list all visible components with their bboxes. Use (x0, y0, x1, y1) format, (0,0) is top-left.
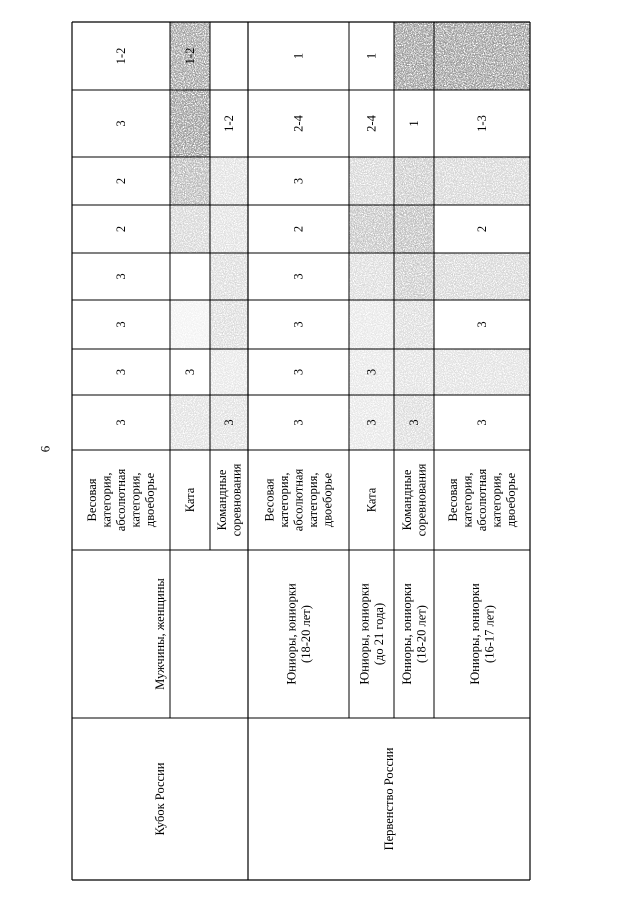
shaded-cell (210, 205, 248, 253)
shaded-cell (394, 22, 434, 90)
competition-label: Кубок России (153, 762, 167, 836)
discipline-label: Весоваякатегория,абсолютнаякатегория,двоеборье (446, 468, 518, 532)
shaded-cell (394, 349, 434, 395)
shaded-cell (434, 253, 530, 300)
page-number: 6 (37, 445, 53, 453)
shaded-cell (394, 253, 434, 300)
shaded-cells (170, 22, 530, 450)
value-cell: 1 (364, 52, 379, 60)
discipline-label: Весоваякатегория,абсолютнаякатегория,двоеборье (85, 468, 157, 532)
value-cell: 3 (114, 368, 128, 376)
competition-label: Первенство России (382, 747, 396, 851)
shaded-cell (434, 157, 530, 205)
shaded-cell (434, 349, 530, 395)
discipline-label: Командныесоревнования (214, 463, 244, 537)
value-cell: 3 (475, 419, 489, 426)
shaded-cell (210, 349, 248, 395)
value-cell: 3 (222, 419, 236, 426)
value-cell: 2 (114, 177, 128, 185)
shaded-cell (170, 395, 210, 450)
shaded-cell (434, 22, 530, 90)
shaded-cell (394, 205, 434, 253)
shaded-cell (210, 253, 248, 300)
shaded-cell (210, 300, 248, 349)
value-cell: 3 (183, 368, 197, 376)
age-group-label: Юниоры, юниорки(18-20 лет) (284, 583, 313, 685)
value-cell: 3 (475, 321, 489, 328)
value-cell: 1-3 (475, 115, 489, 132)
value-cell: 2 (475, 225, 489, 233)
shaded-cell (349, 253, 394, 300)
value-cell: 2-4 (291, 115, 306, 132)
value-cell: 2 (291, 225, 306, 233)
value-cell: 1 (291, 52, 306, 60)
value-cell: 3 (364, 419, 379, 426)
value-cell: 3 (291, 321, 306, 328)
discipline-label: Командныесоревнования (399, 463, 429, 537)
value-cell: 3 (114, 321, 128, 328)
value-cell: 1-2 (114, 47, 128, 65)
shaded-cell (170, 300, 210, 349)
discipline-label: Весоваякатегория,абсолютнаякатегория,двоеборье (262, 468, 335, 532)
shaded-cell (170, 205, 210, 253)
value-cell: 3 (114, 419, 128, 426)
age-group-label: Юниоры, юниорки(до 21 года) (357, 583, 386, 685)
shaded-cell (394, 157, 434, 205)
discipline-label: Ката (364, 487, 379, 513)
age-group-label: Мужчины, женщины (153, 578, 167, 690)
value-cell: 1 (407, 120, 421, 127)
value-cell: 3 (291, 419, 306, 426)
shaded-cell (349, 205, 394, 253)
value-cell: 3 (114, 273, 128, 280)
age-group-label: Юниоры, юниорки(16-17 лет) (467, 583, 497, 685)
value-cell: 3 (407, 419, 421, 426)
value-cell: 1-2 (222, 115, 236, 132)
discipline-label: Ката (183, 487, 197, 513)
shaded-cell (394, 300, 434, 349)
value-cell: 2-4 (364, 115, 379, 132)
value-cell: 1-2 (183, 47, 197, 65)
shaded-cell (210, 157, 248, 205)
value-cell: 3 (291, 273, 306, 280)
value-cell: 3 (291, 177, 306, 185)
shaded-cell (349, 157, 394, 205)
shaded-cell (349, 300, 394, 349)
value-cell: 3 (114, 120, 128, 127)
shaded-cell (170, 157, 210, 205)
age-group-label: Юниоры, юниорки(18-20 лет) (399, 583, 429, 685)
shaded-cell (170, 90, 210, 157)
value-cell: 2 (114, 225, 128, 233)
value-cell: 3 (364, 368, 379, 376)
table-grid (72, 22, 530, 880)
value-cell: 3 (291, 368, 306, 376)
